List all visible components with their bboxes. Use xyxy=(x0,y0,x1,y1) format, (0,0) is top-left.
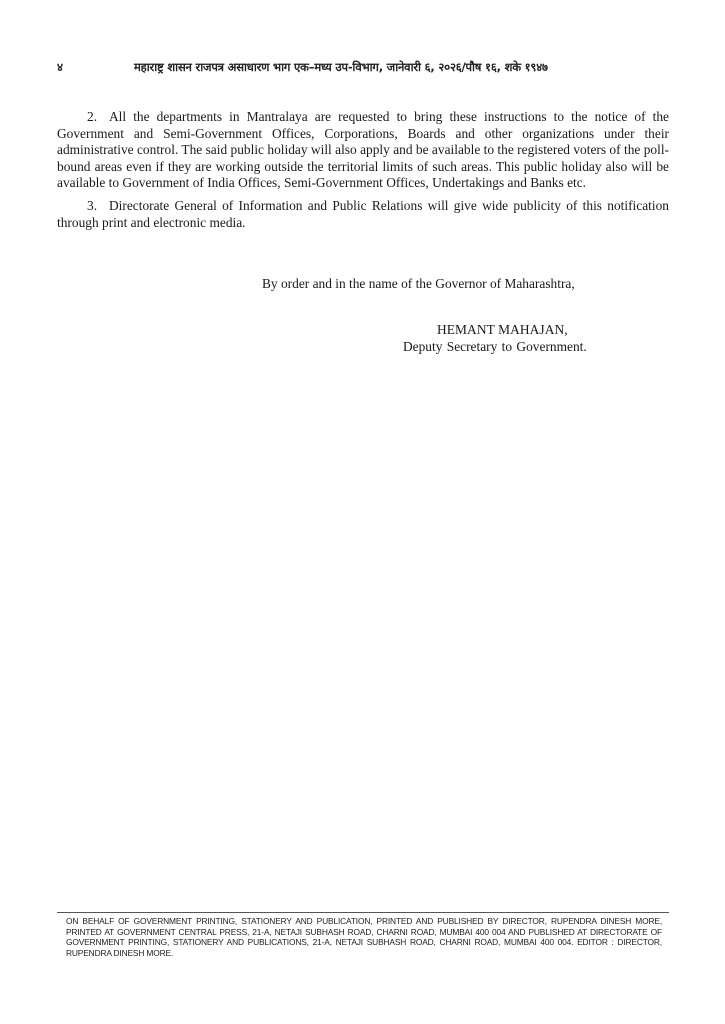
paragraph-number: 3. xyxy=(87,197,98,213)
paragraph-text: All the departments in Mantralaya are requested to bring these instructions to the notice of the Government and Semi-Government Offices, Corporations, Boards and other organizations under their administrative control. The said public holiday will also apply and be available to the registered voters of the poll-bound areas even if they are working outside the territorial limits of such areas. This public holiday also will be available to Government of India Offices, Semi-Government Offices, Undertakings and Banks etc. xyxy=(57,109,669,191)
signatory-designation: Deputy Secretary to Government. xyxy=(403,339,587,354)
order-line: By order and in the name of the Governor of Maharashtra, xyxy=(262,276,575,291)
page-number: ४ xyxy=(57,60,63,74)
paragraph-text: Directorate General of Information and Public Relations will give wide publicity of this notification through print and electronic media. xyxy=(57,197,669,230)
paragraph-number: 2. xyxy=(87,109,98,124)
footer-divider xyxy=(57,912,669,913)
page-header xyxy=(57,60,669,80)
signatory-name: HEMANT MAHAJAN, xyxy=(437,322,568,337)
paragraph-2 xyxy=(57,109,669,192)
paragraph-3 xyxy=(57,198,669,231)
gazette-header-title: महाराष्ट्र शासन राजपत्र असाधारण भाग एक–मध्य उप-विभाग, जानेवारी ६, २०२६/पौष १६, शके १९४७ xyxy=(134,60,548,74)
document-body xyxy=(57,109,669,237)
footer-imprint: ON BEHALF OF GOVERNMENT PRINTING, STATIONERY AND PUBLICATION, PRINTED AND PUBLISHED BY DIRECTOR, RUPENDRA DINESH MORE, PRINTED AT GOVERNMENT CENTRAL PRESS, 21-A, NETAJI SUBHASH ROAD, CHARNI ROAD, MUMBAI 400 004 AND PUBLISHED AT DIRECTORATE OF GOVERNMENT PRINTING, STATIONERY AND PUBLICATIONS, 21-A, NETAJI SUBHASH ROAD, CHARNI ROAD, MUMBAI 400 004. EDITOR : DIRECTOR, RUPENDRA DINESH MORE. xyxy=(66,916,662,958)
